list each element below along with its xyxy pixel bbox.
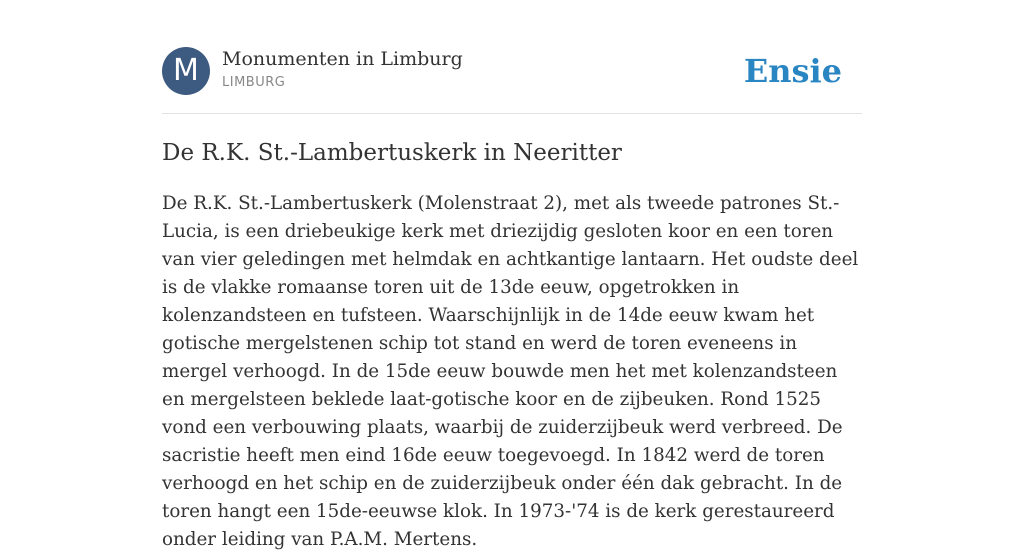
source-title-link[interactable]: Monumenten in Limburg [222,48,463,70]
header-divider [162,113,862,114]
source-subtitle: LIMBURG [222,75,286,90]
source-avatar[interactable]: M [162,47,210,95]
ensie-logo[interactable]: Ensie [743,52,842,90]
source-header [162,47,862,95]
page-title: De R.K. St.-Lambertuskerk in Neeritter [162,140,622,166]
article-body: De R.K. St.-Lambertuskerk (Molenstraat 2), met als tweede patrones St.-Lucia, is een driebeukige kerk met driezijdig gesloten koor en een toren van vier geledingen met helmdak en achtkantige lantaarn. Het oudste deel is de vlakke romaanse toren uit de 13de eeuw, opgetrokken in kolenzandsteen en tufsteen. Waarschijnlijk in de 14de eeuw kwam het gotische mergelstenen schip tot stand en werd de toren eveneens in mergel verhoogd. In de 15de eeuw bouwde men het met kolenzandsteen en mergelsteen beklede laat-gotische koor en de zijbeuken. Rond 1525 vond een verbouwing plaats, waarbij de zuiderzijbeuk werd verbreed. De sacristie heeft men eind 16de eeuw toegevoegd. In 1842 werd de toren verhoogd en het schip en de zuiderzijbeuk onder één dak gebracht. In de toren hangt een 15de-eeuwse klok. In 1973-'74 is de kerk gerestaureerd onder leiding van P.A.M. Mertens. [162,193,859,550]
